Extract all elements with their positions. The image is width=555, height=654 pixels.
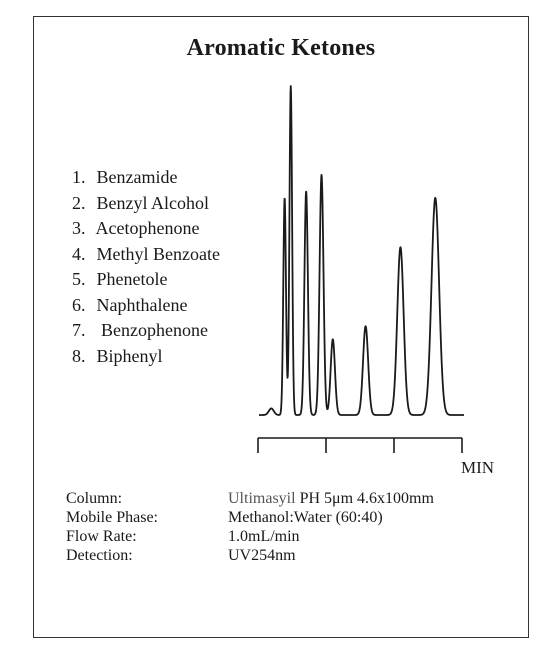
peak-number: 2. bbox=[72, 192, 86, 213]
mobile-phase-value: Methanol:Water (60:40) bbox=[228, 509, 383, 526]
peak-name: Benzamide bbox=[96, 167, 178, 187]
peak-number: 5. bbox=[72, 269, 86, 289]
x-axis-ticks bbox=[258, 438, 462, 453]
conditions-block bbox=[66, 489, 434, 565]
flow-rate-value: 1.0mL/min bbox=[228, 528, 300, 545]
chart-title: Aromatic Ketones bbox=[186, 35, 376, 61]
peak-name: Benzophenone bbox=[101, 320, 208, 340]
detection-label: Detection: bbox=[66, 547, 133, 564]
figure-frame bbox=[33, 16, 529, 638]
peak-name: Biphenyl bbox=[96, 345, 163, 366]
peak-number: 6. bbox=[72, 294, 86, 315]
chromatogram-trace bbox=[259, 86, 464, 415]
condition-row-column bbox=[66, 489, 434, 508]
condition-row-detection bbox=[66, 546, 434, 565]
peak-name: Phenetole bbox=[96, 269, 168, 289]
condition-row-mobile-phase bbox=[66, 508, 434, 527]
condition-row-flow-rate bbox=[66, 527, 434, 546]
mobile-phase-label: Mobile Phase: bbox=[66, 509, 158, 526]
x-axis-unit-label: MIN bbox=[461, 458, 495, 477]
peak-name: Acetophenone bbox=[95, 218, 200, 238]
column-spec: PH 5μm 4.6x100mm bbox=[295, 490, 434, 507]
peak-number: 7. bbox=[72, 320, 86, 340]
peak-name: Methyl Benzoate bbox=[96, 243, 220, 264]
peak-number: 1. bbox=[72, 167, 86, 187]
flow-rate-label: Flow Rate: bbox=[66, 528, 137, 545]
peak-number: 4. bbox=[72, 243, 86, 264]
peak-name: Benzyl Alcohol bbox=[96, 192, 209, 213]
peak-number: 8. bbox=[72, 345, 86, 366]
peak-number: 3. bbox=[72, 218, 86, 238]
column-value bbox=[228, 489, 434, 508]
detection-value: UV254nm bbox=[228, 547, 296, 564]
peak-name: Naphthalene bbox=[96, 294, 188, 315]
column-label: Column: bbox=[66, 490, 123, 507]
column-brand: Ultimasyil bbox=[228, 490, 296, 507]
